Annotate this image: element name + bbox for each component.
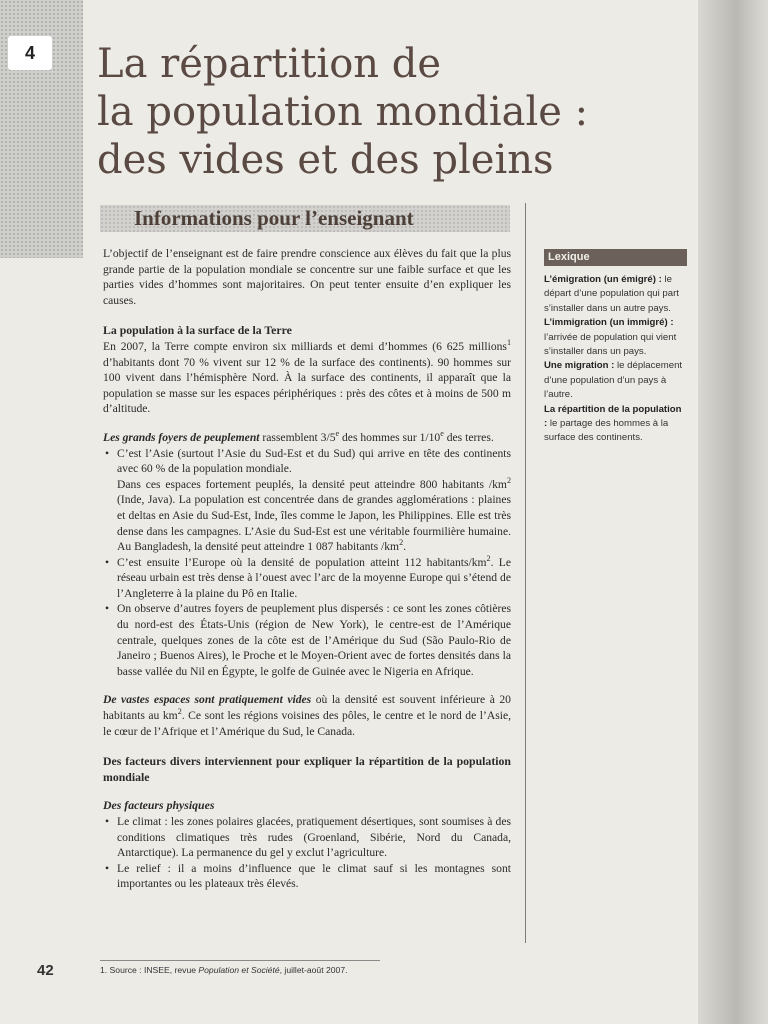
intro-paragraph: L’objectif de l’enseignant est de faire prendre conscience aux élèves du fait que la plus grande partie de la population mondiale se concentre sur une faible surface et que les parties vides d’hommes sont majoritaires. On peut tenter ensuite d’en expliquer les causes. [103,247,511,307]
surface-paragraph [103,339,511,417]
vides-paragraph [103,692,511,739]
asia-text-2c: . [403,540,407,554]
foyers-text-b: des hommes sur 1/10 [339,430,441,444]
facteurs-subheading: Des facteurs physiques [103,798,215,813]
footnote-marker: 1 [506,338,511,348]
asia-text-2a: Dans ces espaces fortement peuplés, la densité peut atteindre 800 habitants /km [117,477,507,491]
lexique-heading: Lexique [544,249,687,266]
surface-text-a: En 2007, la Terre compte environ six milliards et demi d’hommes (6 625 millions [103,339,507,353]
list-item-relief: • Le relief : il a moins d’influence que le climat sauf si les montagnes sont importantes ou les plateaux très élevés. [117,861,511,892]
page-number: 42 [37,962,54,979]
title-line-2: la population mondiale : [97,89,589,135]
foyers-paragraph [103,430,511,446]
facteurs-heading: Des facteurs divers interviennent pour expliquer la répartition de la population mondiale [103,754,511,784]
foyers-text-a: rassemblent 3/5 [259,430,336,444]
list-item-others: • On observe d’autres foyers de peuplement plus dispersés : ce sont les zones côtières du nord-est des États-Unis (région de New York), le centre-est de l’Amérique centrale, quelques zones de la côte est de l’Amérique du Sud (São Paulo-Rio de Janeiro ; Buenos Aires), le Proche et le Moyen-Orient avec de fortes densités dans la basse vallée du Nil en Égypte, le golfe de Guinée avec le Nigeria en Afrique. [117,601,511,679]
lexique-definition: le déplacement d’une population d’un pays à l’autre. [544,360,683,401]
vides-lead: De vastes espaces sont pratiquement vides [103,693,312,707]
lexique-entry [544,403,687,446]
section-banner-title: Informations pour l’enseignant [134,206,414,230]
lexique-sidebar [544,249,687,446]
footnote-prefix: 1. Source : INSEE, revue [100,965,199,975]
foyers-sup-b: e [440,429,444,439]
foyers-sup-a: e [335,429,340,439]
lexique-term: L’émigration (un émigré) : [544,274,662,285]
surface-text-b: d’habitants dont 70 % vivent sur 12 % de la surface des continents). 90 hommes sur 100 vivent dans l’hémisphère Nord. À la surface des continents, il apparaît que la population se masse sur les espaces périphériques : près des côtes et à moins de 500 m d’altitude. [103,355,511,416]
chapter-number: 4 [8,36,52,70]
foyers-text-c: des terres. [443,430,494,444]
asia-sup-1: 2 [506,475,511,485]
vides-text-b: . Ce sont les régions voisines des pôles, le centre et le nord de l’Asie, le cœur de l’Afrique et l’Amérique du Sud, le Canada. [103,709,511,738]
list-item-climat: • Le climat : les zones polaires glacées, pratiquement désertiques, sont soumises à des conditions climatiques très rudes (Groenland, Sibérie, Nord du Canada, Antarctique). La permanence du gel y exclut l’agriculture. [117,814,511,861]
footnote-suffix: , juillet-août 2007. [279,965,348,975]
main-column [103,246,511,892]
europe-text-b: . Le réseau urbain est très dense à l’ouest avec l’arc de la moyenne Europe qui s’étend de l’Angleterre à la plaine du Pô en Italie. [117,555,511,600]
lexique-term: L’immigration (un immigré) : [544,317,674,329]
asia-sup-2: 2 [399,538,404,548]
lexique-entry [544,273,687,316]
lexique-term: La répartition de la population : [544,403,682,430]
lexique-definition: le départ d’une population qui part s’installer dans un autre pays. [544,274,679,314]
foyers-lead: Les grands foyers de peuplement [103,430,260,444]
list-item-europe [117,555,511,602]
title-line-1: La répartition de [97,41,442,87]
vides-sup: 2 [177,707,182,717]
lexique-term: Une migration : [544,360,615,372]
europe-sup: 2 [486,553,491,563]
title-line-3: des vides et des pleins [97,137,554,183]
chapter-sidebar-block [0,0,83,258]
page-title [97,40,717,184]
foyers-list [103,446,511,680]
asia-text-1: C’est l’Asie (surtout l’Asie du Sud-Est et du Sud) qui arrive en tête des continents avec 60 % de la population mondiale. [117,446,511,476]
list-item-asia [117,446,511,555]
footnote-rule [100,960,380,961]
footnote-journal: Population et Société [198,965,280,975]
lexique-entry [544,316,687,359]
lexique-definition: l’arrivée de population qui vient s’installer dans un pays. [544,331,677,358]
column-divider [525,203,526,943]
lexique-definition: le partage des hommes à la surface des continents. [544,418,669,444]
vides-text-a: où la densité est souvent inférieure à 20 habitants au km [103,693,511,723]
footnote [100,965,347,975]
lexique-entry [544,359,687,402]
asia-text-2b: (Inde, Java). La population est concentrée dans de grandes agglomérations : plaines et deltas en Asie du Sud-Est, Inde, îles comme le Japon, les Philippines. Elle est très dense dans les campagnes. L’Asie du Sud-Est est une véritable fourmilière humaine. Au Bangladesh, la densité peut atteindre 1 087 habitants /km [117,493,511,554]
surface-heading: La population à la surface de la Terre [103,323,292,338]
europe-text-a: C’est ensuite l’Europe où la densité de population atteint 112 habitants/km [117,555,487,569]
facteurs-list [103,814,511,892]
